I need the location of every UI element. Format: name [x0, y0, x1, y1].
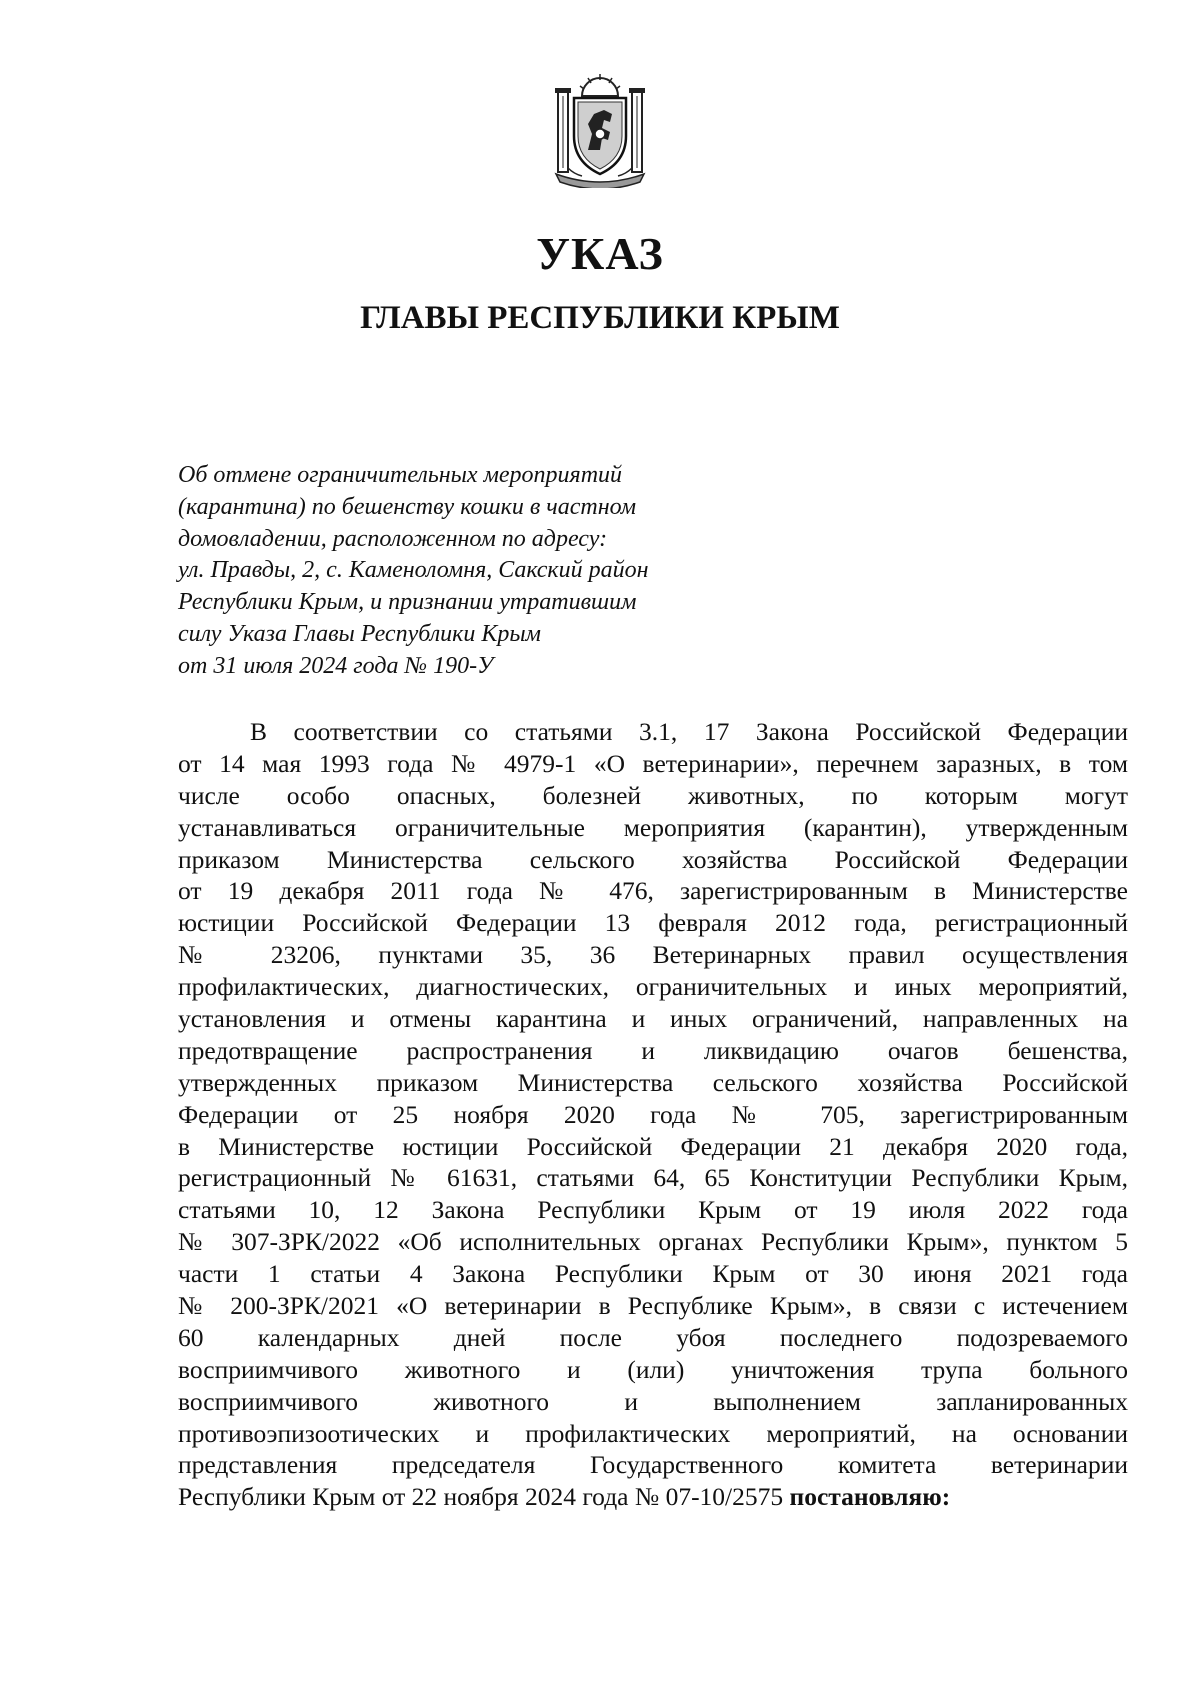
body-line: представления председателя Государственного комитета ветеринарии: [178, 1450, 1128, 1480]
body-line: части 1 статьи 4 Закона Республики Крым от 30 июня 2021 года: [178, 1259, 1128, 1289]
body-line: № 23206, пунктами 35, 36 Ветеринарных правил осуществления: [178, 940, 1128, 970]
body-line: в Министерстве юстиции Российской Федерации 21 декабря 2020 года,: [178, 1131, 1128, 1161]
body-line: противоэпизоотических и профилактических мероприятий, на основании: [178, 1418, 1128, 1448]
subject-line: Республики Крым, и признании утратившим: [178, 589, 637, 616]
document-subject: [178, 460, 798, 683]
subject-line: (карантина) по бешенству кошки в частном: [178, 493, 637, 520]
body-line: юстиции Российской Федерации 13 февраля 2012 года, регистрационный: [178, 908, 1128, 938]
body-line: утвержденных приказом Министерства сельского хозяйства Российской: [178, 1067, 1128, 1097]
body-line: регистрационный № 61631, статьями 64, 65 Конституции Республики Крым,: [178, 1163, 1128, 1193]
body-line: от 19 декабря 2011 года № 476, зарегистрированным в Министерстве: [178, 876, 1128, 906]
body-line: № 307-ЗРК/2022 «Об исполнительных органах Республики Крым», пунктом 5: [178, 1227, 1128, 1257]
document-subtitle: ГЛАВЫ РЕСПУБЛИКИ КРЫМ: [360, 300, 840, 336]
crimea-coat-of-arms-icon: [552, 70, 648, 188]
body-line: восприимчивого животного и (или) уничтожения трупа больного: [178, 1354, 1128, 1384]
body-line: профилактических, диагностических, ограничительных и иных мероприятий,: [178, 972, 1128, 1002]
body-line: установления и отмены карантина и иных ограничений, направленных на: [178, 1004, 1128, 1034]
document-body: [178, 716, 1128, 1513]
body-line: Федерации от 25 ноября 2020 года № 705, зарегистрированным: [178, 1099, 1128, 1129]
body-line: статьями 10, 12 Закона Республики Крым от 19 июля 2022 года: [178, 1195, 1128, 1225]
body-line: приказом Министерства сельского хозяйства Российской Федерации: [178, 844, 1128, 874]
subject-line: ул. Правды, 2, с. Каменоломня, Сакский район: [178, 557, 649, 584]
document-title: УКАЗ: [536, 228, 664, 279]
decree-word: постановляю:: [789, 1482, 951, 1512]
body-last-line: [178, 1481, 1128, 1513]
last-line-text: Республики Крым от 22 ноября 2024 года № 07-10/2575: [178, 1482, 790, 1512]
body-line: числе особо опасных, болезней животных, по которым могут: [178, 780, 1128, 810]
subject-line: силу Указа Главы Республики Крым: [178, 620, 541, 647]
subject-line: домовладении, расположенном по адресу:: [178, 525, 608, 552]
body-line: от 14 мая 1993 года № 4979-1 «О ветеринарии», перечнем заразных, в том: [178, 748, 1128, 778]
body-line: устанавливаться ограничительные мероприятия (карантин), утвержденным: [178, 812, 1128, 842]
subject-line: от 31 июля 2024 года № 190-У: [178, 652, 494, 679]
body-line: В соответствии со статьями 3.1, 17 Закона Российской Федерации: [250, 717, 1128, 746]
body-line: предотвращение распространения и ликвидацию очагов бешенства,: [178, 1035, 1128, 1065]
body-line: 60 календарных дней после убоя последнего подозреваемого: [178, 1322, 1128, 1352]
subject-line: Об отмене ограничительных мероприятий: [178, 462, 623, 488]
body-line: № 200-ЗРК/2021 «О ветеринарии в Республике Крым», в связи с истечением: [178, 1291, 1128, 1321]
body-line: восприимчивого животного и выполнением запланированных: [178, 1386, 1128, 1416]
